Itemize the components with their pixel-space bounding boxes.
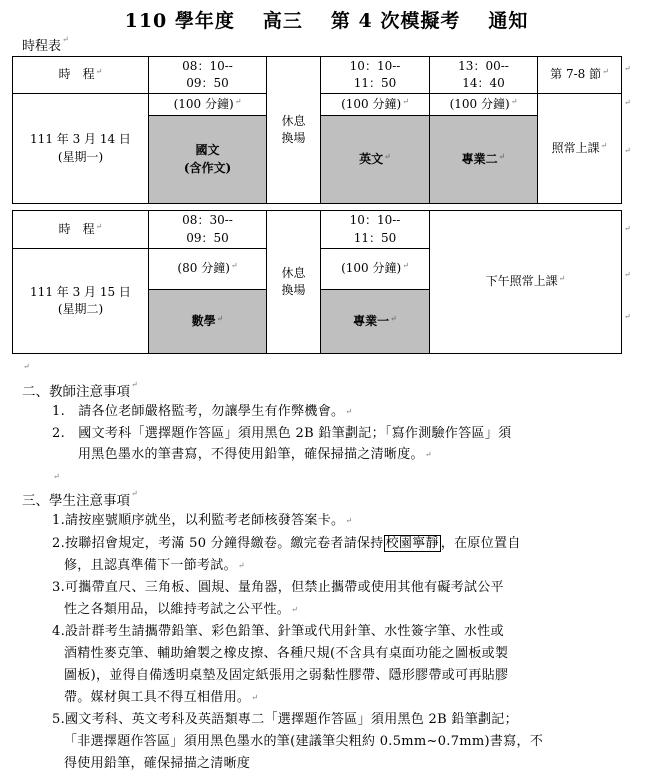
student-note-item-3-cont: 性之各類用品，以維持考試之公平性。↵	[64, 602, 299, 617]
row-mark: ↵	[624, 224, 631, 233]
student-note-item-2: 2.按聯招會規定，考滿 50 分鐘得繳卷。繳完卷者請保持 校園寧靜 ，在原位置自	[52, 536, 521, 551]
slot1-subject-cell: 國文 (含作文)	[149, 116, 267, 204]
section-student-notes-title: 三、學生注意事項↵	[22, 489, 138, 509]
title-year: 110 學年度	[124, 9, 235, 32]
student-note-item-4-cont1: 酒精性麥克筆、輔助繪製之橡皮擦、各種尺規(不含具有桌面功能之圖板或製	[64, 646, 509, 661]
teacher-note-item-1: 1. 請各位老師嚴格監考，勿讓學生有作弊機會。↵	[52, 404, 353, 419]
time-label-cell: 時 程↵	[13, 211, 149, 249]
title-grade: 高三	[262, 9, 303, 32]
student-note-item-4-cont3: 帶。媒材與工具不得互相借用。↵	[64, 690, 259, 705]
slot3-subject-cell: 專業二↵	[430, 116, 538, 204]
title-exam: 第 4 次模擬考	[330, 9, 461, 32]
slot1-time-cell: 08：30-- 09：50	[149, 211, 267, 249]
student-note-item-2-cont: 修，且認真準備下一節考試。↵	[64, 558, 245, 573]
date-cell: 111 年 3 月 15 日 (星期二)	[13, 249, 149, 354]
schedule-table-day1	[12, 56, 622, 204]
slot3-time-cell: 13：00-- 14：40	[430, 57, 538, 94]
row-mark: ↵	[624, 270, 631, 279]
slot2-time-cell: 10：10-- 11：50	[321, 211, 430, 249]
section-teacher-notes-title: 二、教師注意事項↵	[22, 380, 138, 400]
period-78-cell: 第 7-8 節↵	[538, 57, 622, 94]
afternoon-cell: 照常上課↵	[538, 94, 622, 204]
student-note-item-4: 4.設計群考生請攜帶鉛筆、彩色鉛筆、針筆或代用針筆、水性簽字筆、水性或	[52, 624, 504, 639]
row-mark: ↵	[624, 64, 631, 73]
boxed-phrase: 校園寧靜	[385, 536, 439, 551]
student-note-item-5-cont2: 得使用鉛筆，確保掃描之清晰度	[64, 756, 251, 771]
student-note-item-4-cont2: 圖板)，並得自備透明桌墊及固定紙張用之弱黏性膠帶、隱形膠帶或可再貼膠	[64, 668, 509, 683]
student-note-item-5: 5.國文考科、英文考科及英語類專二「選擇題作答區」須用黑色 2B 鉛筆劃記；	[52, 712, 518, 727]
slot1-time-cell: 08：10-- 09：50	[149, 57, 267, 94]
slot2-duration-cell: (100 分鐘)↵	[321, 249, 430, 290]
afternoon-cell: 下午照常上課↵	[430, 211, 622, 354]
slot1-duration-cell: (100 分鐘)↵	[149, 94, 267, 116]
student-note-item-1: 1.請按座號順序就坐，以利監考老師核發答案卡。↵	[52, 513, 353, 528]
time-label-cell: 時 程↵	[13, 57, 149, 94]
row-mark: ↵	[624, 312, 631, 321]
break-cell: 休息 換場	[267, 211, 321, 354]
teacher-note-item-2-cont: 用黑色墨水的筆書寫，不得使用鉛筆，確保掃描之清晰度。↵	[78, 447, 432, 462]
student-note-item-5-cont1: 「非選擇題作答區」須用黑色墨水的筆(建議筆尖粗約 0.5mm~0.7mm)書寫，不	[64, 734, 544, 749]
title-notice: 通知	[488, 9, 529, 32]
teacher-note-item-2: 2. 國文考科「選擇題作答區」須用黑色 2B 鉛筆劃記；「寫作測驗作答區」須	[52, 426, 512, 441]
document-title	[0, 4, 653, 34]
slot2-duration-cell: (100 分鐘)↵	[321, 94, 430, 116]
row-mark: ↵	[624, 146, 631, 155]
slot2-subject-cell: 專業一↵	[321, 290, 430, 354]
paragraph-mark: ↵	[53, 472, 60, 481]
row-mark: ↵	[624, 98, 631, 107]
date-cell: 111 年 3 月 14 日 (星期一)	[13, 94, 149, 204]
slot1-duration-cell: (80 分鐘)↵	[149, 249, 267, 290]
slot1-subject-cell: 數學↵	[149, 290, 267, 354]
paragraph-mark: ↵	[23, 362, 30, 371]
student-note-item-3: 3.可攜帶直尺、三角板、圓規、量角器，但禁止攜帶或使用其他有礙考試公平	[52, 580, 504, 595]
slot3-duration-cell: (100 分鐘)↵	[430, 94, 538, 116]
schedule-table-day2	[12, 210, 622, 354]
slot2-time-cell: 10：10-- 11：50	[321, 57, 430, 94]
break-cell: 休息 換場	[267, 57, 321, 204]
schedule-label: 時程表↵	[22, 35, 69, 54]
slot2-subject-cell: 英文↵	[321, 116, 430, 204]
